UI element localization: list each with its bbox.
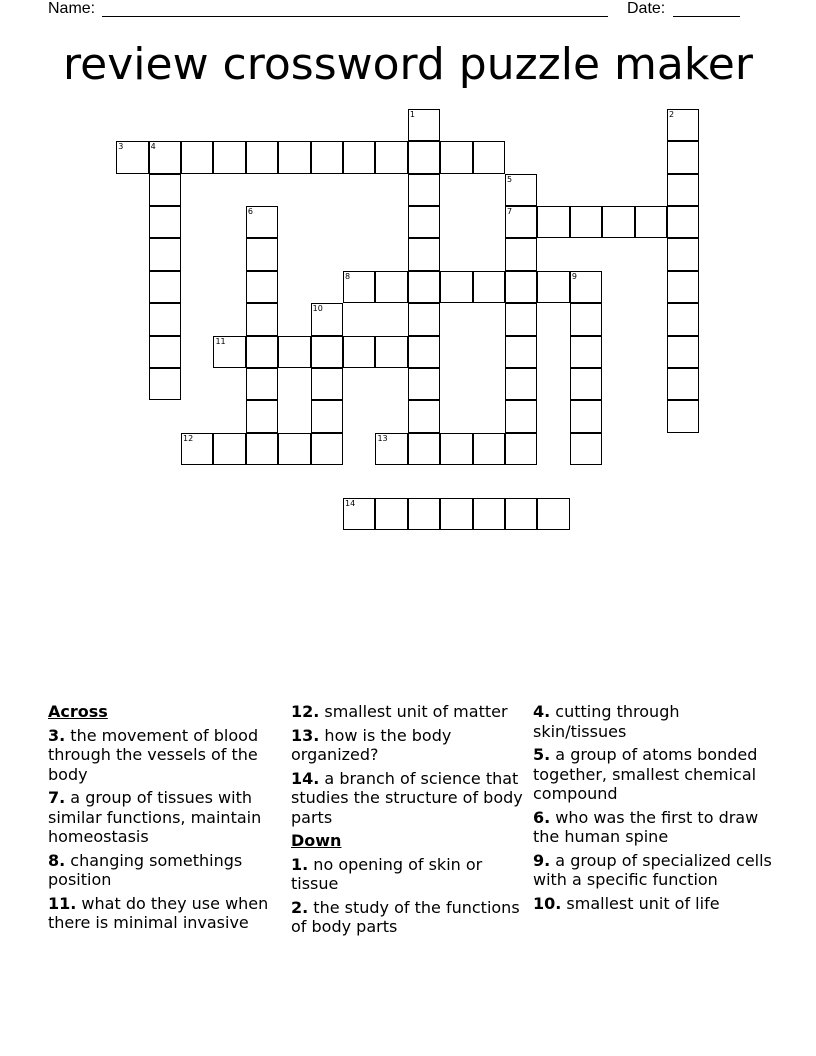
grid-cell[interactable] (440, 271, 472, 303)
clue-down-10 (533, 894, 773, 914)
clue-number: 13. (291, 725, 320, 745)
cell-number: 9 (571, 271, 577, 281)
grid-cell[interactable] (505, 498, 537, 530)
clue-text: changing somethings position (48, 850, 243, 889)
grid-cell[interactable] (149, 174, 181, 206)
clue-down-2 (291, 898, 526, 937)
cell-number: 2 (669, 109, 675, 119)
grid-cell[interactable] (667, 303, 699, 335)
clue-text: how is the body organized? (291, 725, 452, 764)
grid-cell[interactable] (537, 206, 569, 238)
grid-cell[interactable] (311, 303, 343, 335)
across-heading: Across (48, 702, 108, 721)
clue-text: smallest unit of life (561, 893, 720, 913)
grid-cell[interactable] (408, 141, 440, 173)
clue-across-11 (48, 894, 283, 933)
grid-cell[interactable] (246, 238, 278, 270)
grid-cell[interactable] (116, 141, 148, 173)
grid-cell[interactable] (667, 109, 699, 141)
grid-cell[interactable] (505, 433, 537, 465)
grid-cell[interactable] (149, 141, 181, 173)
down-heading: Down (291, 831, 342, 850)
clue-text: a branch of science that studies the structure of body parts (291, 768, 523, 827)
cell-number: 6 (247, 207, 253, 217)
grid-cell[interactable] (246, 206, 278, 238)
clue-text: a group of atoms bonded together, smallest chemical compound (533, 745, 758, 803)
clue-across-8 (48, 851, 283, 890)
grid-cell[interactable] (408, 238, 440, 270)
grid-cell[interactable] (246, 368, 278, 400)
grid-cell[interactable] (149, 303, 181, 335)
grid-cell[interactable] (667, 174, 699, 206)
cell-number: 11 (215, 336, 226, 346)
grid-cell[interactable] (408, 174, 440, 206)
clue-down-9 (533, 851, 773, 890)
clue-number: 11. (48, 893, 77, 913)
grid-cell[interactable] (505, 400, 537, 432)
grid-cell[interactable] (181, 141, 213, 173)
clue-number: 4. (533, 702, 551, 721)
clue-text: no opening of skin or tissue (291, 854, 483, 893)
cell-number: 4 (150, 142, 156, 152)
clue-number: 3. (48, 725, 66, 745)
clues-column-1 (48, 702, 283, 937)
clue-number: 9. (533, 850, 551, 870)
grid-cell[interactable] (278, 433, 310, 465)
cell-number: 10 (312, 304, 323, 314)
clue-text: the study of the functions of body parts (291, 897, 520, 936)
grid-cell[interactable] (570, 206, 602, 238)
grid-cell[interactable] (408, 433, 440, 465)
grid-cell[interactable] (311, 141, 343, 173)
clue-number: 2. (291, 897, 309, 917)
clues-column-3 (533, 702, 773, 917)
grid-cell[interactable] (408, 368, 440, 400)
grid-cell[interactable] (570, 400, 602, 432)
grid-cell[interactable] (149, 238, 181, 270)
grid-cell[interactable] (246, 303, 278, 335)
clue-across-7 (48, 788, 283, 847)
grid-cell[interactable] (246, 336, 278, 368)
clue-text: cutting through skin/tissues (533, 702, 680, 741)
grid-cell[interactable] (246, 141, 278, 173)
grid-cell[interactable] (311, 400, 343, 432)
clue-across-3 (48, 726, 283, 785)
grid-cell[interactable] (602, 206, 634, 238)
clue-number: 8. (48, 850, 66, 870)
clue-number: 10. (533, 893, 562, 913)
grid-cell[interactable] (149, 336, 181, 368)
grid-cell[interactable] (311, 336, 343, 368)
cell-number: 7 (507, 207, 513, 217)
grid-cell[interactable] (505, 271, 537, 303)
clue-down-5 (533, 745, 773, 804)
clue-text: a group of specialized cells with a specific function (533, 850, 772, 889)
clue-number: 7. (48, 788, 66, 807)
clue-across-14 (291, 769, 526, 828)
grid-cell[interactable] (440, 498, 472, 530)
grid-cell[interactable] (505, 368, 537, 400)
grid-cell[interactable] (343, 141, 375, 173)
clue-number: 5. (533, 745, 551, 764)
grid-cell[interactable] (375, 498, 407, 530)
grid-cell[interactable] (473, 498, 505, 530)
grid-cell[interactable] (213, 336, 245, 368)
grid-cell[interactable] (343, 498, 375, 530)
grid-cell[interactable] (408, 109, 440, 141)
grid-cell[interactable] (375, 141, 407, 173)
grid-cell[interactable] (278, 141, 310, 173)
grid-cell[interactable] (505, 206, 537, 238)
grid-cell[interactable] (473, 433, 505, 465)
grid-cell[interactable] (149, 206, 181, 238)
cell-number: 3 (118, 142, 124, 152)
clues-column-2 (291, 702, 526, 941)
grid-cell[interactable] (440, 141, 472, 173)
grid-cell[interactable] (537, 498, 569, 530)
grid-cell[interactable] (473, 141, 505, 173)
grid-cell[interactable] (213, 433, 245, 465)
grid-cell[interactable] (473, 271, 505, 303)
grid-cell[interactable] (375, 433, 407, 465)
grid-cell[interactable] (570, 368, 602, 400)
page-title: review crossword puzzle maker (63, 39, 753, 90)
grid-cell[interactable] (343, 336, 375, 368)
grid-cell[interactable] (505, 303, 537, 335)
grid-cell[interactable] (311, 368, 343, 400)
grid-cell[interactable] (278, 336, 310, 368)
grid-cell[interactable] (667, 368, 699, 400)
date-label: Date: (627, 0, 666, 17)
cell-number: 14 (345, 498, 356, 508)
grid-cell[interactable] (246, 400, 278, 432)
grid-cell[interactable] (505, 238, 537, 270)
grid-cell[interactable] (635, 206, 667, 238)
grid-cell[interactable] (246, 271, 278, 303)
grid-cell[interactable] (343, 271, 375, 303)
grid-cell[interactable] (149, 368, 181, 400)
grid-cell[interactable] (246, 433, 278, 465)
cell-number: 5 (507, 174, 513, 184)
grid-cell[interactable] (570, 271, 602, 303)
cell-number: 8 (345, 271, 351, 281)
grid-cell[interactable] (667, 206, 699, 238)
grid-cell[interactable] (408, 303, 440, 335)
grid-cell[interactable] (667, 238, 699, 270)
name-label: Name: (48, 0, 96, 17)
clue-number: 6. (533, 807, 551, 827)
cell-number: 13 (377, 433, 388, 443)
clue-number: 12. (291, 702, 320, 721)
clue-down-4 (533, 702, 773, 741)
grid-cell[interactable] (667, 271, 699, 303)
cell-number: 1 (409, 109, 415, 119)
grid-cell[interactable] (537, 271, 569, 303)
clue-across-13 (291, 726, 526, 765)
clue-text: what do they use when there is minimal invasive (48, 893, 269, 932)
grid-cell[interactable] (505, 336, 537, 368)
grid-cell[interactable] (570, 336, 602, 368)
grid-cell[interactable] (311, 433, 343, 465)
grid-cell[interactable] (570, 303, 602, 335)
grid-cell[interactable] (408, 498, 440, 530)
clue-text: smallest unit of matter (319, 702, 508, 721)
grid-cell[interactable] (408, 271, 440, 303)
clue-down-6 (533, 808, 773, 847)
grid-cell[interactable] (408, 400, 440, 432)
clue-text: the movement of blood through the vessels of the body (48, 725, 259, 784)
grid-cell[interactable] (375, 336, 407, 368)
grid-cell[interactable] (213, 141, 245, 173)
cell-number: 12 (183, 433, 194, 443)
clue-number: 1. (291, 854, 309, 874)
grid-cell[interactable] (667, 141, 699, 173)
grid-cell[interactable] (181, 433, 213, 465)
grid-cell[interactable] (440, 433, 472, 465)
clue-text: who was the first to draw the human spine (533, 807, 759, 846)
clue-text: a group of tissues with similar functions, maintain homeostasis (48, 788, 262, 846)
clue-number: 14. (291, 768, 320, 788)
clue-across-12 (291, 702, 526, 722)
grid-cell[interactable] (149, 271, 181, 303)
grid-cell[interactable] (408, 206, 440, 238)
grid-cell[interactable] (408, 336, 440, 368)
clue-down-1 (291, 855, 526, 894)
grid-cell[interactable] (570, 433, 602, 465)
grid-cell[interactable] (667, 400, 699, 432)
grid-cell[interactable] (505, 174, 537, 206)
grid-cell[interactable] (667, 336, 699, 368)
grid-cell[interactable] (375, 271, 407, 303)
